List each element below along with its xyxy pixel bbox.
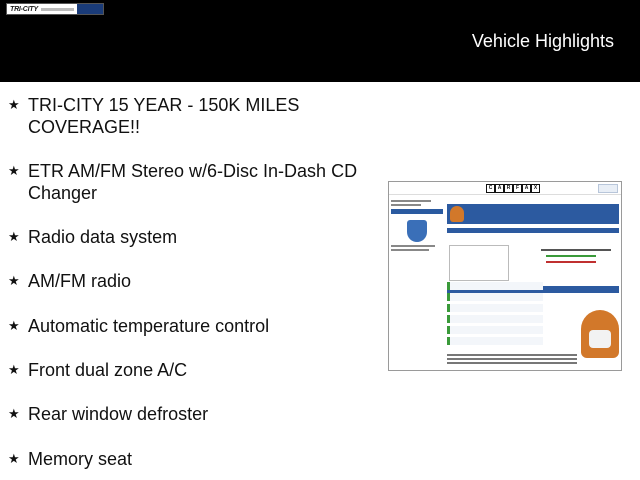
feature-text: Rear window defroster <box>28 404 209 424</box>
header-bar <box>0 0 640 82</box>
star-icon: ★ <box>8 318 20 333</box>
footer-text-lines <box>447 354 577 356</box>
star-icon: ★ <box>8 273 20 288</box>
fox-icon <box>450 206 464 222</box>
value-report-box <box>449 245 509 281</box>
history-line <box>546 255 596 257</box>
feature-text: Memory seat <box>28 449 133 469</box>
star-icon: ★ <box>8 362 20 377</box>
sidebar-nav-bar <box>391 209 443 214</box>
feature-item <box>8 359 368 403</box>
sidebar-text-line <box>391 200 431 202</box>
carfax-banner <box>447 204 619 224</box>
feature-text: TRI-CITY 15 YEAR - 150K MILES COVERAGE!! <box>28 95 300 137</box>
history-check-item <box>447 304 543 312</box>
dealer-logo[interactable] <box>6 3 104 15</box>
feature-text: Automatic temperature control <box>28 316 270 336</box>
carfox-mascot-icon <box>581 310 619 358</box>
logo-badge-graphic <box>77 4 103 14</box>
carfax-logo-letter: A <box>522 184 531 193</box>
history-check-list <box>447 282 543 348</box>
history-check-item <box>447 282 543 290</box>
star-icon: ★ <box>8 163 20 178</box>
star-icon: ★ <box>8 97 20 112</box>
logo-tagline-graphic <box>41 8 74 11</box>
carfax-logo-letter: X <box>531 184 540 193</box>
sidebar-text-line <box>391 245 435 247</box>
sidebar-text-line <box>391 249 429 251</box>
feature-list <box>8 94 368 470</box>
page-title: Vehicle Highlights <box>471 31 614 51</box>
feature-item <box>8 270 368 315</box>
sidebar-text-line <box>391 204 421 206</box>
feature-item <box>8 94 368 160</box>
carfax-logo-letter: F <box>513 184 522 193</box>
feature-item <box>8 403 368 448</box>
carfax-logo-letter: A <box>495 184 504 193</box>
carfax-logo-letter: R <box>504 184 513 193</box>
carfax-logo <box>486 184 540 193</box>
carfax-badge-icon <box>407 220 427 242</box>
carfax-report-thumbnail[interactable] <box>388 181 622 371</box>
value-report-bar <box>447 228 619 233</box>
history-line <box>546 261 596 263</box>
feature-text: Front dual zone A/C <box>28 360 188 380</box>
carfax-topbar <box>389 182 621 195</box>
history-check-item <box>447 315 543 323</box>
feature-text: Radio data system <box>28 227 178 247</box>
feature-text: ETR AM/FM Stereo w/6-Disc In-Dash CD Changer <box>28 161 358 203</box>
feature-item <box>8 448 368 470</box>
feature-item <box>8 160 368 226</box>
star-icon: ★ <box>8 229 20 244</box>
star-icon: ★ <box>8 406 20 421</box>
history-check-item <box>447 326 543 334</box>
feature-item <box>8 226 368 270</box>
history-line <box>541 249 611 251</box>
history-check-item <box>447 337 543 345</box>
feature-text: AM/FM radio <box>28 271 132 291</box>
dealer-logo-text: TRI-CITY <box>10 5 38 13</box>
carfax-sidebar <box>391 198 443 308</box>
feature-item <box>8 315 368 359</box>
carfax-logo-letter: C <box>486 184 495 193</box>
print-icon <box>598 184 618 193</box>
history-check-item <box>447 293 543 301</box>
star-icon: ★ <box>8 451 20 466</box>
